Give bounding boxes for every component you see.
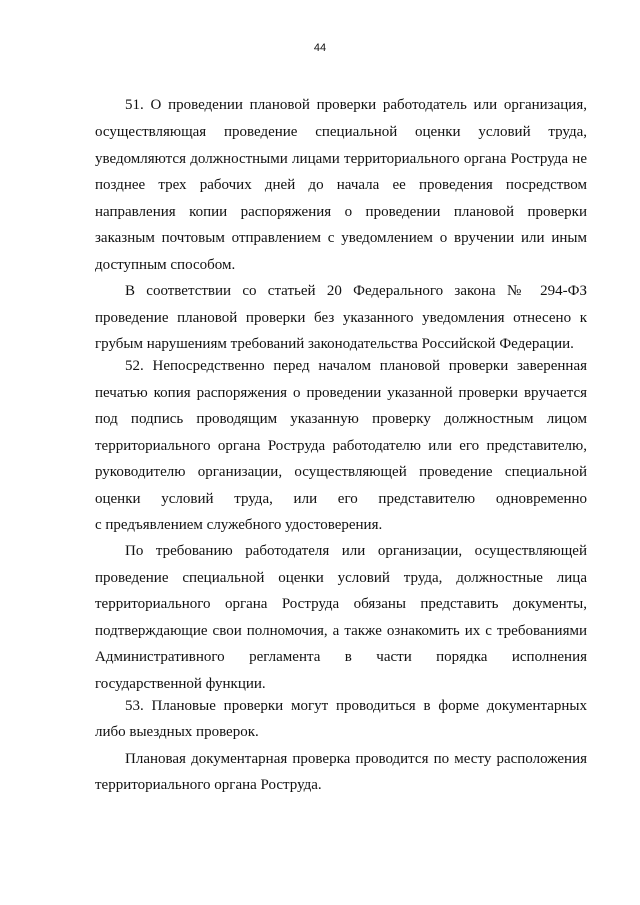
text-line: либо выездных проверок. <box>95 724 259 740</box>
text-line: 51. О проведении плановой проверки работодатель или организация, <box>125 97 587 113</box>
text-line: направления копии распоряжения о проведении плановой проверки <box>95 204 587 220</box>
page-number: 44 <box>313 42 327 54</box>
text-line: территориального органа Роструда работодателю или его представителю, <box>95 438 587 454</box>
text-line: проведение специальной оценки условий труда, должностные лица <box>95 570 587 586</box>
text-line: В соответствии со статьей 20 Федерального закона № 294-ФЗ <box>125 283 587 299</box>
text-line: уведомляются должностными лицами территориального органа Роструда не <box>95 151 587 167</box>
text-line: грубым нарушениям требований законодательства Российской Федерации. <box>95 336 574 352</box>
text-line: позднее трех рабочих дней до начала ее проведения посредством <box>95 177 587 193</box>
text-line: 53. Плановые проверки могут проводиться в форме документарных <box>125 698 587 714</box>
text-line: 52. Непосредственно перед началом плановой проверки заверенная <box>125 358 587 374</box>
text-line: территориального органа Роструда обязаны представить документы, <box>95 596 587 612</box>
text-line: Административного регламента в части порядка исполнения <box>95 649 587 665</box>
text-line: с предъявлением служебного удостоверения. <box>95 517 383 533</box>
text-line: государственной функции. <box>95 676 266 692</box>
text-line: оценки условий труда, или его представителю одновременно <box>95 491 587 507</box>
text-line: По требованию работодателя или организации, осуществляющей <box>125 543 587 559</box>
text-line: заказным почтовым отправлением с уведомлением о вручении или иным <box>95 230 587 246</box>
text-line: территориального органа Роструда. <box>95 777 322 793</box>
text-line: под подпись проводящим указанную проверку должностным лицом <box>95 411 587 427</box>
text-line: подтверждающие свои полномочия, а также ознакомить их с требованиями <box>95 623 587 639</box>
text-line: доступным способом. <box>95 257 236 273</box>
text-line: осуществляющая проведение специальной оценки условий труда, <box>95 124 587 140</box>
text-line: печатью копия распоряжения о проведении указанной проверки вручается <box>95 385 587 401</box>
text-line: проведение плановой проверки без указанного уведомления отнесено к <box>95 310 587 326</box>
text-line: Плановая документарная проверка проводится по месту расположения <box>125 751 587 767</box>
text-line: руководителю организации, осуществляющей проведение специальной <box>95 464 587 480</box>
